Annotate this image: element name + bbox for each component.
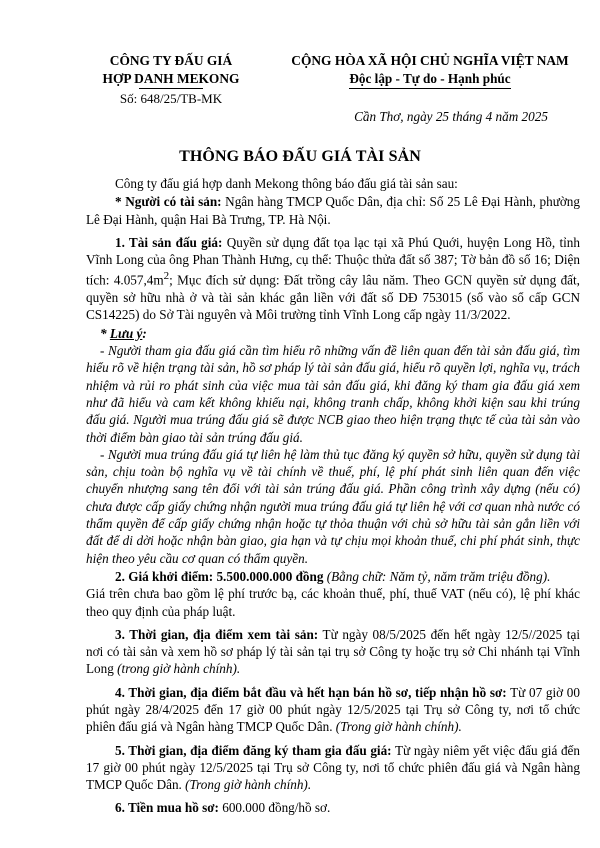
asset-owner-text: Ngân hàng TMCP Quốc Dân, địa chỉ: Số 25 Lê Đại Hành, phường Lê Đại Hành, quận Hai Bà Trưng, TP. Hà Nội. [86, 194, 580, 227]
auction-asset-label: 1. Tài sản đấu giá: [115, 234, 223, 250]
note-item-1: - Người tham gia đấu giá cần tìm hiểu rõ những vấn đề liên quan đến tài sản đấu giá, tìm hiểu rõ về hiện trạng tài sản, hồ sơ pháp lý tài sản đấu giá, hiểu rõ quyền lợi, nghĩa vụ, trách nhiệm và rủi ro phát sinh của việc mua tài sản đấu giá, khi đăng ký tham gia đấu giá xem như đã hiểu và cam kết không khiếu nại, không tranh chấp, không khởi kiện sau khi trúng đấu giá. Người mua trúng đấu giá sẽ được NCB giao theo hiện trạng thực tế của tài sản vào thời điểm bàn giao tài sản trúng đấu giá. [86, 343, 580, 445]
dossier-sale-paragraph [86, 684, 580, 736]
registration-paragraph [86, 742, 580, 794]
notes-heading [86, 325, 580, 342]
asset-owner-label: * Người có tài sản: [115, 194, 222, 210]
area-unit-superscript: 2 [163, 270, 170, 283]
auction-asset-text-cont: ; Mục đích sử dụng: Đất trồng cây lâu năm. Theo GCN quyền sử dụng đất, quyền sở hữu nhà ở và tài sản khác gắn liền với đất số DĐ 753015 (số vào sổ cấp GCN CS14225) do Sở Tài nguyên và Môi trường tỉnh Vĩnh Long cấp ngày 11/3/2022. [86, 272, 580, 323]
org-name-line1: CÔNG TY ĐẤU GIÁ [109, 53, 233, 68]
header-right-divider [349, 88, 511, 89]
dossier-fee-label: 6. Tiền mua hồ sơ: [115, 800, 219, 816]
document-title: THÔNG BÁO ĐẤU GIÁ TÀI SẢN [179, 148, 421, 165]
auction-asset-paragraph [86, 234, 580, 324]
notes-heading-suffix: : [142, 325, 147, 341]
organization-header [86, 52, 256, 108]
registration-hours: (Trong giờ hành chính). [185, 777, 312, 793]
auction-asset-text: Quyền sử dụng đất tọa lạc tại xã Phú Quới, huyện Long Hồ, tỉnh Vĩnh Long của ông Phan Thành Hưng, cụ thể: Thuộc thửa đất số 387; Tờ bản đồ số 16; Diện tích: 4.057,4m [86, 234, 580, 288]
starting-price-note: Giá trên chưa bao gồm lệ phí trước bạ, các khoản thuế, phí, thuế VAT (nếu có), lệ phí khác theo quy định của pháp luật. [86, 586, 580, 619]
viewing-time-hours: (trong giờ hành chính). [117, 661, 241, 677]
intro-paragraph: Công ty đấu giá hợp danh Mekong thông báo đấu giá tài sản sau: [115, 176, 458, 191]
dossier-sale-hours: (Trong giờ hành chính). [335, 719, 462, 735]
national-header [280, 52, 580, 89]
dossier-sale-text: Từ 07 giờ 00 phút ngày 28/4/2025 đến 17 giờ 00 phút ngày 12/5/2025 tại Trụ sở Công ty, nơi tổ chức phiên đấu giá và Ngân hàng TMCP Quốc Dân. [86, 684, 580, 735]
viewing-time-paragraph [86, 626, 580, 678]
viewing-time-label: 3. Thời gian, địa điểm xem tài sản: [115, 626, 319, 642]
viewing-time-text: Từ ngày 08/5/2025 đến hết ngày 12/5//2025 tại nơi có tài sản và xem hồ sơ pháp lý tài sản tại trụ sở Công ty hoặc trụ sở Chi nhánh tại Vĩnh Long [86, 626, 580, 677]
country-name: CỘNG HÒA XÃ HỘI CHỦ NGHĨA VIỆT NAM [291, 53, 569, 68]
document-body [86, 175, 580, 817]
registration-label: 5. Thời gian, địa điểm đăng ký tham gia đấu giá: [115, 742, 392, 758]
document-number: Số: 648/25/TB-MK [119, 91, 223, 106]
note-item-2: - Người mua trúng đấu giá tự liên hệ làm thủ tục đăng ký quyền sở hữu, quyền sử dụng tài sản, chịu toàn bộ nghĩa vụ về tài chính về thuế, phí, lệ phí phát sinh liên quan đến việc chuyển nhượng sang tên đổi với tài sản trúng đấu giá. Phần công trình xây dựng (nếu có) chưa được cấp giấy chứng nhận người mua trúng đấu giá tự liên hệ với cơ quan nhà nước có thẩm quyền để cấp giấy chứng nhận hoặc tự thỏa thuận với chủ sở hữu tài sản gắn liền với đất để di dời hoặc nhận bàn giao, gia hạn và tự chịu mọi khoản thuế, chi phí phát sinh, thực hiện theo yêu cầu cơ quan có thẩm quyền. [86, 446, 580, 566]
header-left-divider [139, 88, 203, 89]
notes-heading-label: Lưu ý [109, 325, 143, 341]
dossier-fee-paragraph [86, 799, 580, 816]
registration-text: Từ ngày niêm yết việc đấu giá đến 17 giờ 00 phút ngày 12/5/2025 tại Trụ sở Công ty, nơi tổ chức phiên đấu giá và Ngân hàng TMCP Quốc Dân. [86, 742, 580, 793]
national-motto: Độc lập - Tự do - Hạnh phúc [349, 71, 511, 86]
org-name-line2: HỢP DANH MEKONG [102, 71, 240, 86]
notes-heading-prefix: * [100, 325, 110, 341]
dossier-sale-label: 4. Thời gian, địa điểm bắt đầu và hết hạn bán hồ sơ, tiếp nhận hồ sơ: [115, 684, 507, 700]
starting-price-label: 2. Giá khởi điểm: 5.500.000.000 đồng [115, 568, 324, 584]
place-and-date: Cần Thơ, ngày 25 tháng 4 năm 2025 [354, 109, 548, 124]
starting-price-in-words: (Bằng chữ: Năm tỷ, năm trăm triệu đồng). [323, 568, 551, 584]
dossier-fee-text: 600.000 đồng/hồ sơ. [218, 800, 331, 816]
asset-owner-paragraph [86, 193, 580, 228]
starting-price-paragraph [86, 568, 580, 585]
